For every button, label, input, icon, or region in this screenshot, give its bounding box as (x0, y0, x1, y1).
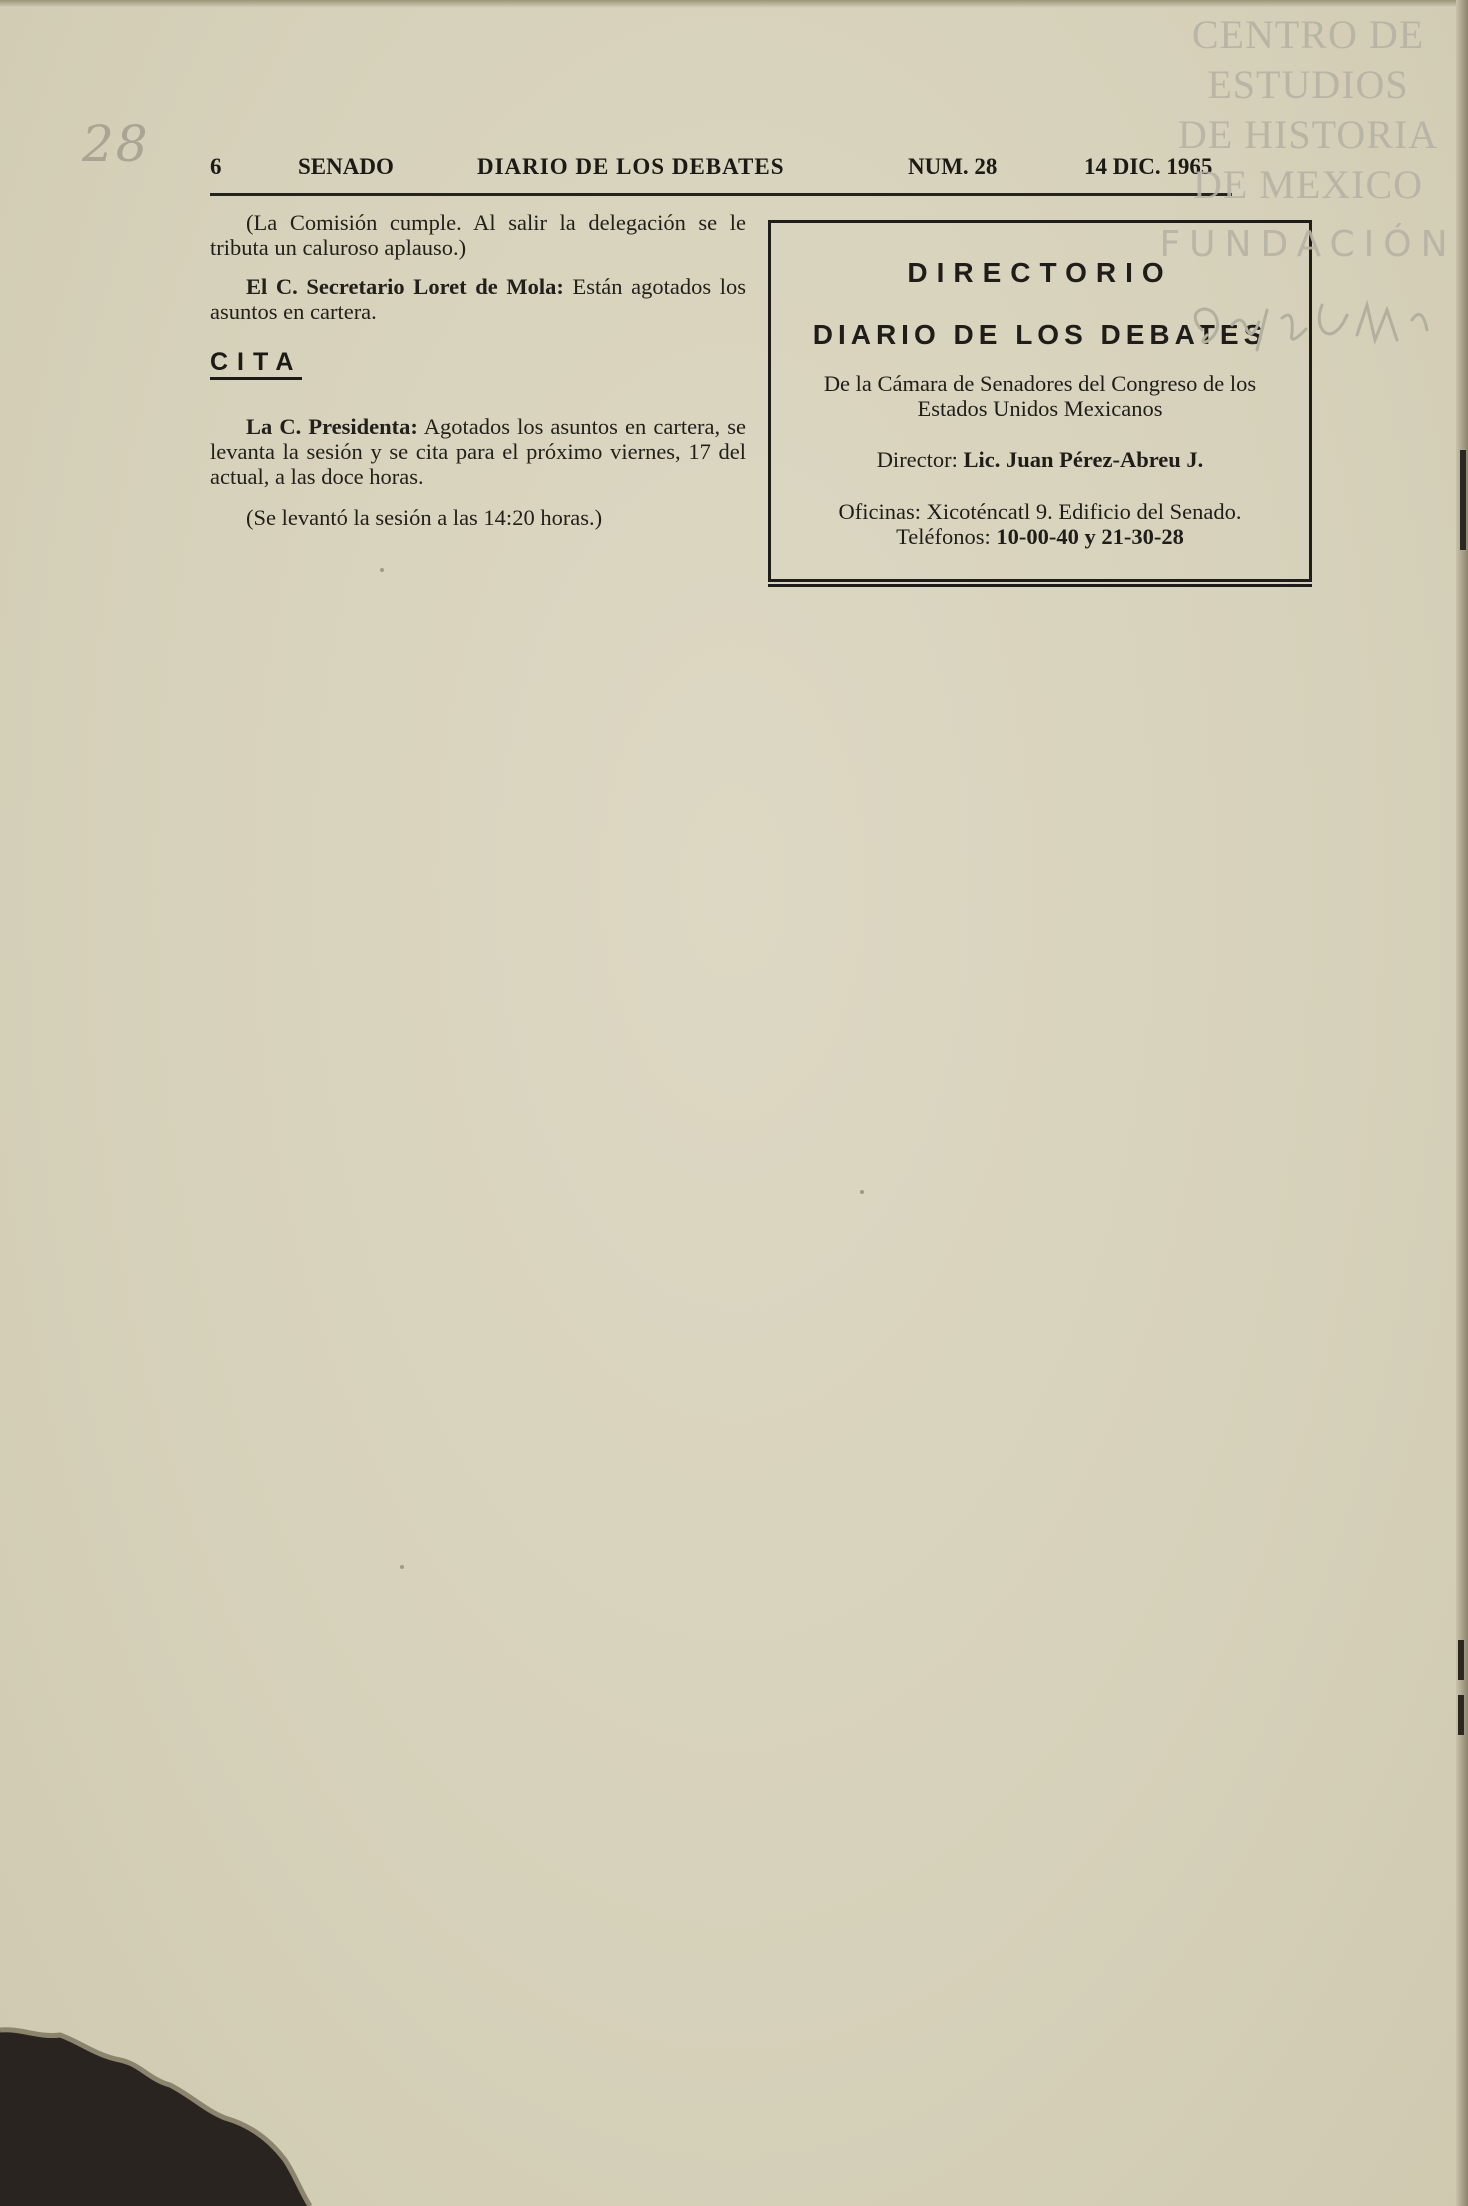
offices-phones: 10-00-40 y 21-30-28 (990, 524, 1184, 549)
running-head (210, 152, 1230, 188)
binder-mark (1458, 1640, 1464, 1680)
director-label: Director: (876, 447, 958, 472)
watermark-line-3: DE HISTORIA (1177, 112, 1439, 157)
running-head-section: SENADO (298, 154, 394, 179)
paper-speck (860, 1190, 864, 1194)
paper-speck (380, 568, 384, 572)
paragraph-president (210, 414, 746, 489)
president-statement: Agotados los asuntos en cartera, se levanta la sesión y se cita para el próximo viernes, 17 del actual, a las doce horas. (210, 414, 746, 489)
offices-label: Oficinas: (838, 499, 921, 524)
offices-address: Xicoténcatl 9. Edificio del Senado. Teléfonos: (896, 499, 1242, 549)
running-head-date: 14 DIC. 1965 (1084, 154, 1213, 179)
page-top-edge (0, 0, 1468, 8)
section-heading-cita: CITA (210, 350, 302, 380)
handwritten-page-mark: 28 (82, 115, 150, 173)
running-head-issue: NUM. 28 (908, 154, 998, 179)
archive-watermark (1158, 10, 1458, 265)
watermark-line-2: ESTUDIOS (1207, 62, 1409, 107)
binder-mark (1460, 450, 1466, 550)
running-head-publication: DIARIO DE LOS DEBATES (477, 154, 785, 179)
watermark-signature-icon (1172, 290, 1452, 360)
directory-offices (791, 499, 1289, 549)
directory-publication-name: DIARIO DE LOS DEBATES (812, 319, 1268, 350)
page-right-edge (1456, 0, 1468, 2206)
watermark-line-1: CENTRO DE (1191, 12, 1425, 57)
paragraph-commission: (La Comisión cumple. Al salir la delegación se le tributa un caluroso aplauso.) (210, 210, 746, 260)
secretary-statement: Están agotados los asuntos en cartera. (210, 274, 746, 324)
paper-speck (400, 1565, 404, 1569)
speaker-president: La C. Presidenta: (246, 414, 418, 439)
paragraph-session-closed: (Se levantó la sesión a las 14:20 horas.) (246, 505, 603, 530)
watermark-line-4: DE MEXICO (1192, 162, 1424, 207)
paragraph-secretary (210, 274, 746, 324)
left-column (210, 210, 746, 530)
watermark-line-5: FUNDACIÓN (1159, 224, 1457, 265)
binder-mark (1458, 1695, 1464, 1735)
director-name: Lic. Juan Pérez-Abreu J. (957, 447, 1204, 472)
page-number: 6 (210, 154, 222, 179)
directory-box (768, 220, 1312, 582)
directory-title: DIRECTORIO (907, 257, 1173, 288)
section-heading-wrap (210, 350, 746, 380)
speaker-secretary: El C. Secretario Loret de Mola: (246, 274, 564, 299)
directory-description: De la Cámara de Senadores del Congreso de los Estados Unidos Mexicanos (823, 371, 1257, 421)
header-rule (210, 193, 1232, 196)
directory-director (771, 447, 1309, 473)
